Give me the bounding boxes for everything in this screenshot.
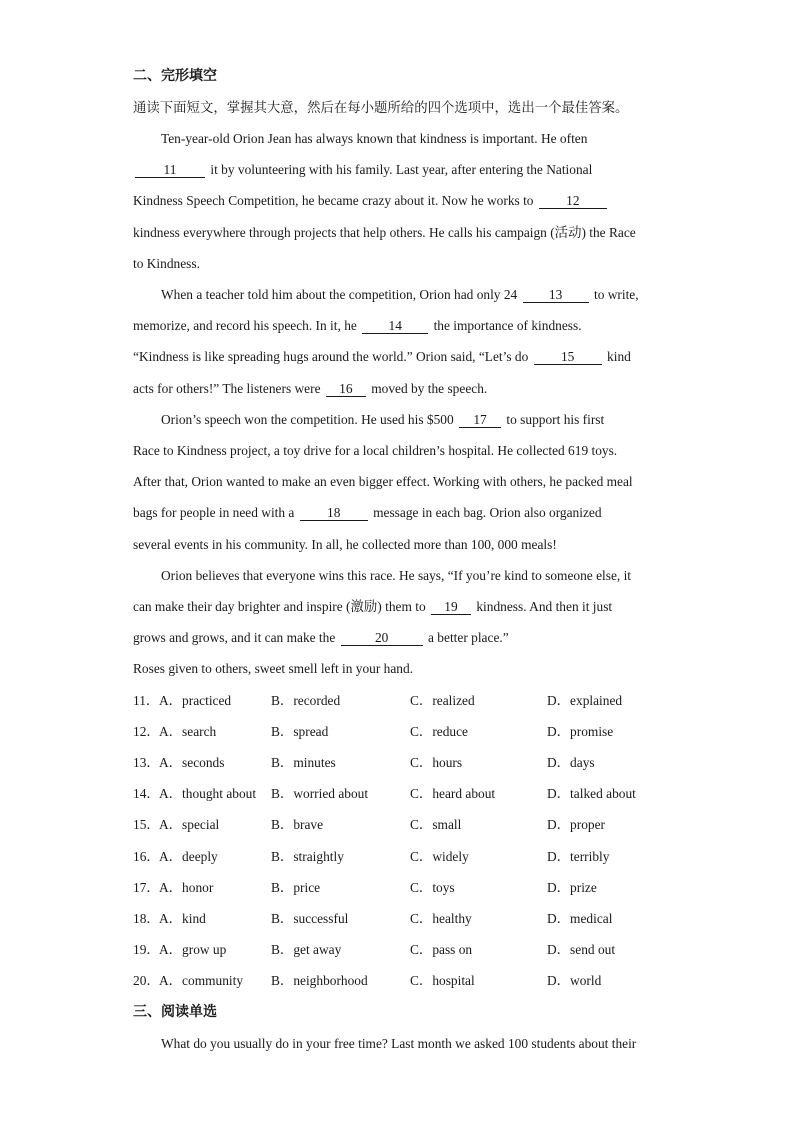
passage-line: Ten-year-old Orion Jean has always known that kindness is important. He often <box>161 131 588 146</box>
option-c[interactable]: C．healthy <box>410 911 472 926</box>
blank-17: 17 <box>459 413 501 428</box>
option-d[interactable]: D．prize <box>547 880 597 895</box>
option-c[interactable]: C．realized <box>410 693 475 708</box>
option-a[interactable]: A．kind <box>159 911 206 926</box>
question-row-11 <box>133 692 693 710</box>
option-a[interactable]: A．special <box>159 817 220 832</box>
option-c[interactable]: C．hospital <box>410 973 475 988</box>
blank-20: 20 <box>341 631 423 646</box>
option-d[interactable]: D．promise <box>547 724 614 739</box>
passage-line: Race to Kindness project, a toy drive for a local children’s hospital. He collected 619 toys. <box>133 443 618 458</box>
option-d[interactable]: D．explained <box>547 693 623 708</box>
option-c[interactable]: C．widely <box>410 849 469 864</box>
passage-line: Orion believes that everyone wins this race. He says, “If you’re kind to someone else, it <box>161 568 632 583</box>
blank-15: 15 <box>534 350 602 365</box>
option-b[interactable]: B．neighborhood <box>271 973 368 988</box>
option-c[interactable]: C．hours <box>410 755 463 770</box>
question-row-19 <box>133 941 693 959</box>
passage-text: moved by the speech. <box>371 381 488 396</box>
passage-text: Kindness Speech Competition, he became crazy about it. Now he works to <box>133 193 534 208</box>
option-d[interactable]: D．talked about <box>547 786 636 801</box>
option-b[interactable]: B．successful <box>271 911 349 926</box>
passage-text: the importance of kindness. <box>433 318 582 333</box>
passage-line <box>133 348 631 366</box>
question-number: 13． <box>133 755 160 770</box>
option-a[interactable]: A．thought about <box>159 786 257 801</box>
option-d[interactable]: D．world <box>547 973 602 988</box>
question-number: 20． <box>133 973 160 988</box>
passage-line <box>133 598 612 616</box>
option-b[interactable]: B．spread <box>271 724 329 739</box>
blank-18: 18 <box>300 506 368 521</box>
passage-line: kindness everywhere through projects that help others. He calls his campaign (活动) the Race <box>133 225 636 240</box>
option-a[interactable]: A．honor <box>159 880 214 895</box>
option-c[interactable]: C．toys <box>410 880 455 895</box>
option-a[interactable]: A．deeply <box>159 849 218 864</box>
option-b[interactable]: B．get away <box>271 942 342 957</box>
section-heading-reading: 三、阅读单选 <box>133 1005 217 1020</box>
option-c[interactable]: C．reduce <box>410 724 469 739</box>
passage-text: a better place.” <box>428 630 509 645</box>
option-a[interactable]: A．seconds <box>159 755 225 770</box>
passage-text: grows and grows, and it can make the <box>133 630 336 645</box>
passage-line: to Kindness. <box>133 256 200 271</box>
passage-text: memorize, and record his speech. In it, he <box>133 318 357 333</box>
option-c[interactable]: C．heard about <box>410 786 496 801</box>
question-row-16 <box>133 848 693 866</box>
passage-line <box>161 286 639 304</box>
blank-16: 16 <box>326 382 366 397</box>
option-d[interactable]: D．send out <box>547 942 616 957</box>
option-a[interactable]: A．grow up <box>159 942 227 957</box>
option-b[interactable]: B．worried about <box>271 786 369 801</box>
option-a[interactable]: A．community <box>159 973 244 988</box>
passage-text: message in each bag. Orion also organized <box>373 505 602 520</box>
question-number: 17． <box>133 880 160 895</box>
question-row-18 <box>133 910 693 928</box>
passage-line: Roses given to others, sweet smell left in your hand. <box>133 661 414 676</box>
passage-line <box>161 411 604 429</box>
passage-text: acts for others!” The listeners were <box>133 381 321 396</box>
passage-text: bags for people in need with a <box>133 505 295 520</box>
passage-text: to support his first <box>506 412 605 427</box>
question-row-13 <box>133 754 693 772</box>
option-b[interactable]: B．recorded <box>271 693 341 708</box>
question-row-12 <box>133 723 693 741</box>
passage-text: it by volunteering with his family. Last year, after entering the National <box>210 162 593 177</box>
option-b[interactable]: B．straightly <box>271 849 344 864</box>
question-number: 14． <box>133 786 160 801</box>
blank-11: 11 <box>135 163 205 178</box>
passage-text: When a teacher told him about the competition, Orion had only 24 <box>161 287 518 302</box>
option-b[interactable]: B．price <box>271 880 321 895</box>
question-number: 16． <box>133 849 160 864</box>
passage-line: several events in his community. In all, he collected more than 100, 000 meals! <box>133 537 557 552</box>
passage-text: Orion’s speech won the competition. He used his $500 <box>161 412 454 427</box>
question-number: 12． <box>133 724 160 739</box>
blank-14: 14 <box>362 319 428 334</box>
passage-line <box>133 380 487 398</box>
option-d[interactable]: D．days <box>547 755 595 770</box>
question-row-15 <box>133 816 693 834</box>
option-c[interactable]: C．small <box>410 817 462 832</box>
passage-line <box>133 192 609 210</box>
section-instruction: 通读下面短文，掌握其大意，然后在每小题所给的四个选项中，选出一个最佳答案。 <box>133 100 629 115</box>
option-b[interactable]: B．minutes <box>271 755 336 770</box>
passage-line: What do you usually do in your free time? Last month we asked 100 students about their <box>161 1036 637 1051</box>
option-d[interactable]: D．proper <box>547 817 606 832</box>
question-number: 18． <box>133 911 160 926</box>
option-b[interactable]: B．brave <box>271 817 324 832</box>
passage-line <box>133 317 582 335</box>
passage-line <box>133 161 592 179</box>
blank-12: 12 <box>539 194 607 209</box>
passage-text: kindness. And then it just <box>476 599 613 614</box>
question-row-14 <box>133 785 693 803</box>
passage-line: After that, Orion wanted to make an even bigger effect. Working with others, he packed meal <box>133 474 633 489</box>
option-d[interactable]: D．medical <box>547 911 613 926</box>
passage-text: kind <box>607 349 631 364</box>
question-number: 11． <box>133 693 160 708</box>
passage-text: to write, <box>593 287 639 302</box>
option-a[interactable]: A．practiced <box>159 693 232 708</box>
question-row-20 <box>133 972 693 990</box>
blank-19: 19 <box>431 600 471 615</box>
blank-13: 13 <box>523 288 589 303</box>
option-a[interactable]: A．search <box>159 724 217 739</box>
passage-text: can make their day brighter and inspire (激励) them to <box>133 599 426 614</box>
question-number: 15． <box>133 817 160 832</box>
option-d[interactable]: D．terribly <box>547 849 610 864</box>
passage-text: “Kindness is like spreading hugs around the world.” Orion said, “Let’s do <box>133 349 529 364</box>
passage-line <box>133 629 509 647</box>
passage-line <box>133 504 602 522</box>
question-number: 19． <box>133 942 160 957</box>
question-row-17 <box>133 879 693 897</box>
option-c[interactable]: C．pass on <box>410 942 473 957</box>
section-heading-cloze: 二、完形填空 <box>133 69 217 84</box>
